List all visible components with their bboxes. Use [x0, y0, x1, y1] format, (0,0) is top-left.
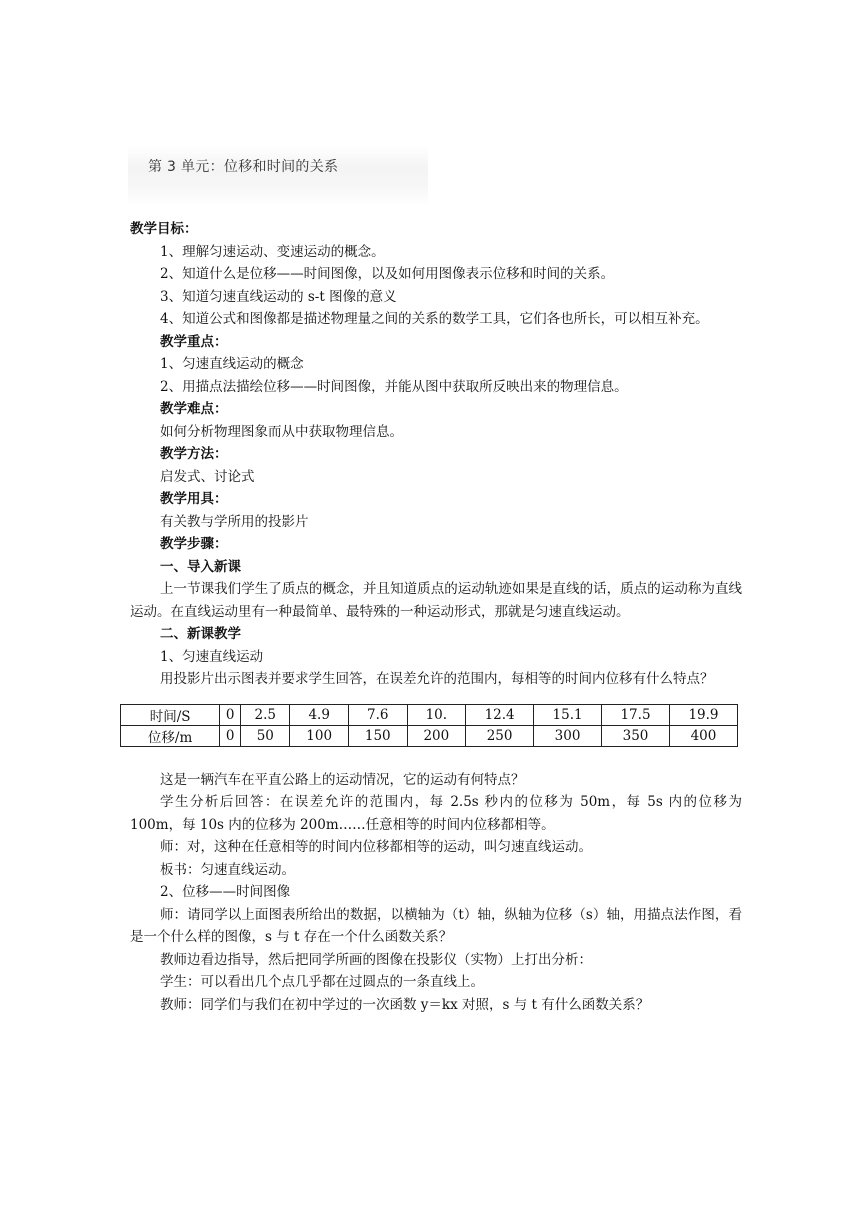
tools-text: 有关教与学所用的投影片	[160, 513, 309, 530]
paragraph: 板书：匀速直线运动。	[160, 861, 295, 878]
tools-heading: 教学用具：	[160, 491, 228, 507]
table-cell: 7.6	[348, 704, 407, 725]
paragraph: 师：请同学以上面图表所给出的数据，以横轴为（t）轴，纵轴为位移（s）轴，用描点法作图，看是一个什么样的图像，s 与 t 存在一个什么函数关系？	[130, 906, 742, 945]
goals-heading: 教学目标：	[130, 221, 198, 237]
table-cell: 4.9	[290, 704, 349, 725]
table-cell: 150	[348, 725, 407, 746]
table-cell: 50	[241, 725, 290, 746]
subsection-heading: 2、位移——时间图像	[160, 884, 291, 900]
method-text: 启发式、讨论式	[160, 468, 255, 485]
paragraph: 教师：同学们与我们在初中学过的一次函数 y＝kx 对照，s 与 t 有什么函数关系？	[160, 996, 650, 1013]
table-cell: 19.9	[669, 704, 737, 725]
paragraph: 教师边看边指导，然后把同学所画的图像在投影仪（实物）上打出分析：	[160, 951, 592, 968]
step1-paragraph: 上一节课我们学生了质点的概念，并且知道质点的运动轨迹如果是直线的话，质点的运动称为直线运动。在直线运动里有一种最简单、最特殊的一种运动形式，那就是匀速直线运动。	[130, 581, 742, 620]
lesson-plan-body	[130, 218, 742, 1016]
step2-heading: 二、新课教学	[160, 626, 241, 642]
key-point-item: 1、匀速直线运动的概念	[160, 356, 304, 372]
table-cell: 250	[466, 725, 534, 746]
table-cell: 0	[220, 725, 241, 746]
table-cell: 12.4	[466, 704, 534, 725]
step1-heading: 一、导入新课	[160, 558, 241, 575]
table-row	[121, 704, 738, 725]
difficulty-heading: 教学难点：	[160, 401, 228, 417]
table-cell: 位移/m	[121, 725, 220, 746]
table-cell: 300	[534, 725, 602, 746]
method-heading: 教学方法：	[160, 446, 228, 462]
unit-title: 第 3 单元：位移和时间的关系	[148, 159, 339, 175]
goal-item: 4、知道公式和图像都是描述物理量之间的关系的数学工具，它们各也所长，可以相互补充。	[160, 311, 709, 327]
paragraph: 学生分析后回答：在误差允许的范围内，每 2.5s 秒内的位移为 50m，每 5s 内的位移为 100m，每 10s 内的位移为 200m……任意相等的时间内位移都相等。	[130, 794, 742, 833]
table-cell: 200	[407, 725, 466, 746]
question-paragraph: 用投影片出示图表并要求学生回答，在误差允许的范围内，每相等的时间内位移有什么特点？	[160, 671, 714, 687]
steps-heading: 教学步骤：	[160, 536, 228, 552]
table-cell: 0	[220, 704, 241, 725]
unit-title-banner	[128, 146, 428, 206]
difficulty-text: 如何分析物理图象而从中获取物理信息。	[160, 423, 403, 440]
subsection-heading: 1、匀速直线运动	[160, 648, 264, 665]
table-cell: 时间/S	[121, 704, 220, 725]
key-point-item: 2、用描点法描绘位移——时间图像，并能从图中获取所反映出来的物理信息。	[160, 378, 628, 395]
table-cell: 2.5	[241, 704, 290, 725]
table-cell: 17.5	[602, 704, 670, 725]
paragraph: 师：对，这种在任意相等的时间内位移都相等的运动，叫匀速直线运动。	[160, 839, 592, 855]
table-row	[121, 725, 738, 746]
goal-item: 2、知道什么是位移——时间图像，以及如何用图像表示位移和时间的关系。	[160, 266, 615, 282]
table-cell: 400	[669, 725, 737, 746]
paragraph: 这是一辆汽车在平直公路上的运动情况，它的运动有何特点？	[160, 771, 525, 788]
time-displacement-table	[120, 704, 738, 747]
table-cell: 10.	[407, 704, 466, 725]
table-cell: 100	[290, 725, 349, 746]
paragraph: 学生：可以看出几个点几乎都在过圆点的一条直线上。	[160, 974, 484, 990]
table-cell: 15.1	[534, 704, 602, 725]
table-cell: 350	[602, 725, 670, 746]
key-points-heading: 教学重点：	[160, 333, 228, 350]
goal-item: 1、理解匀速运动、变速运动的概念。	[160, 243, 385, 260]
goal-item: 3、知道匀速直线运动的 s-t 图像的意义	[160, 288, 397, 305]
